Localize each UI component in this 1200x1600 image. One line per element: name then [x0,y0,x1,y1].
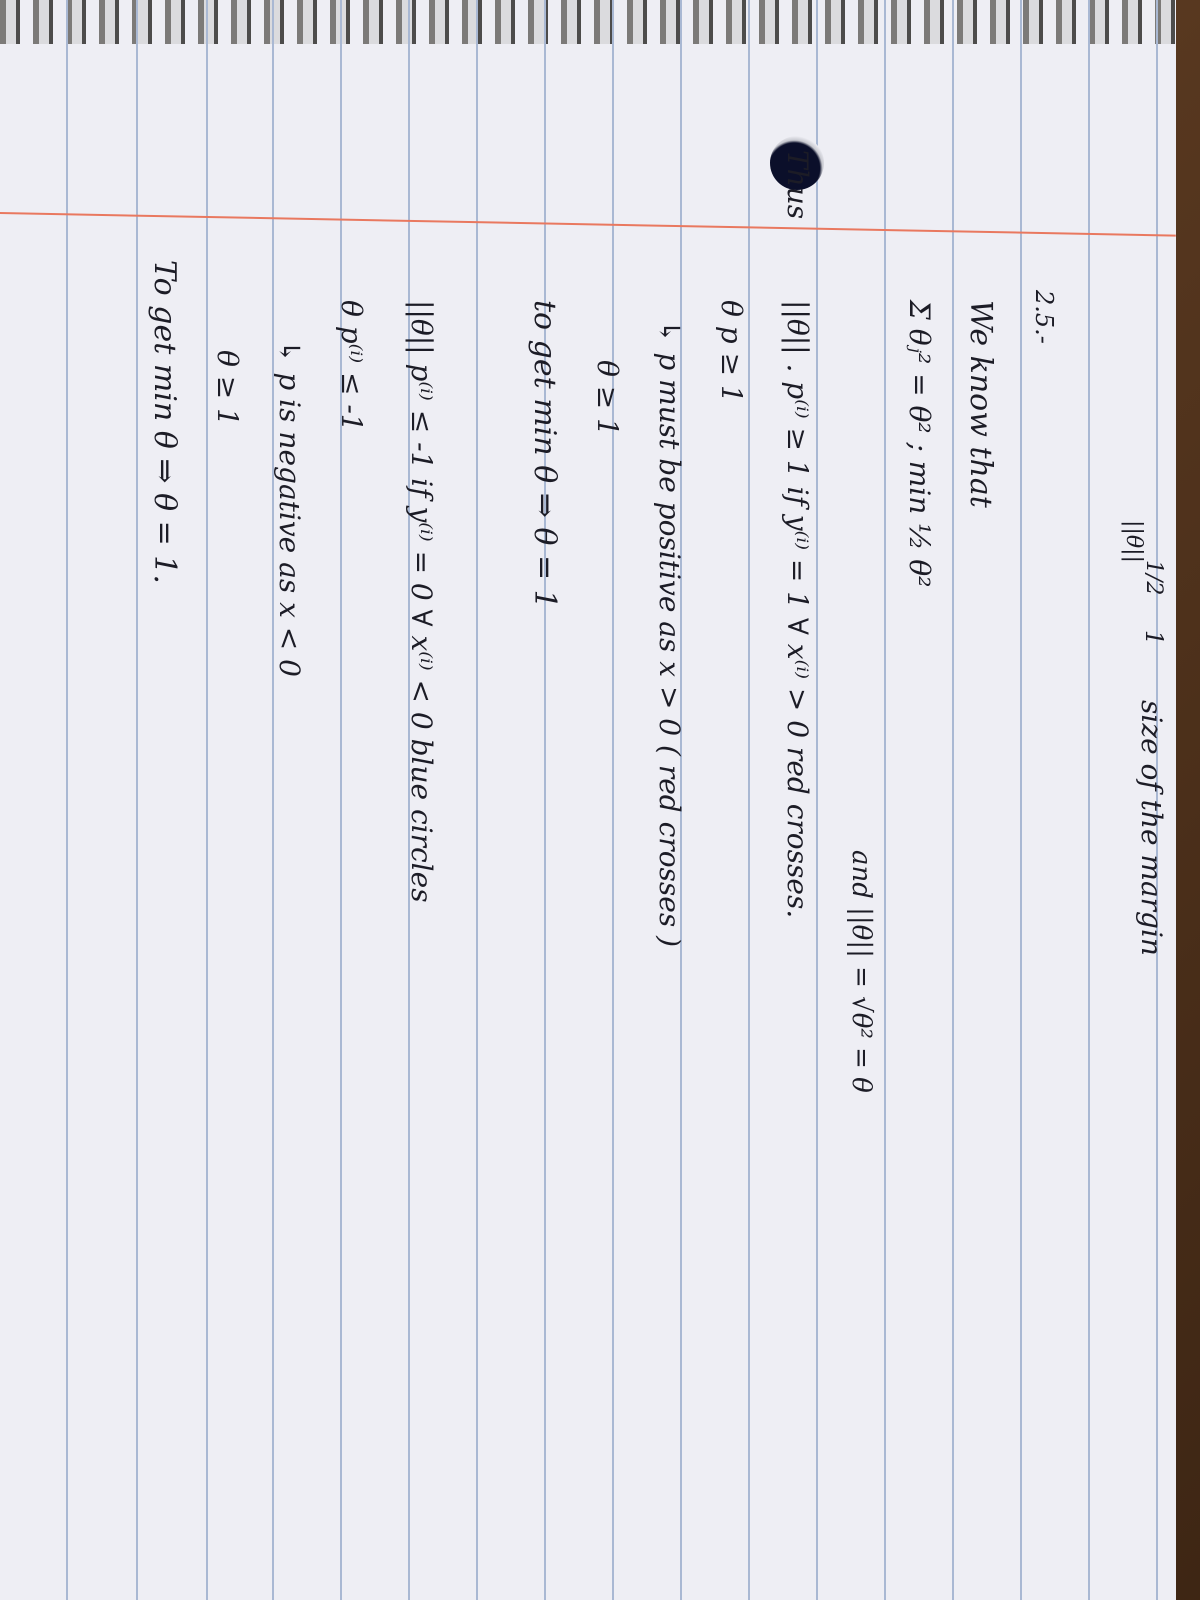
note-line: θ ≥ 1 [591,360,624,436]
note-line: ||θ|| . p⁽ⁱ⁾ ≥ 1 if y⁽ⁱ⁾ = 1 ∀ x⁽ⁱ⁾ > 0 red crosses. [781,300,814,919]
note-line: ||θ|| p⁽ⁱ⁾ ≤ -1 if y⁽ⁱ⁾ = 0 ∀ x⁽ⁱ⁾ < 0 blue circles [405,300,438,903]
header-circled: 1 [1140,630,1168,646]
note-line: Σ θⱼ² = θ² ; min ½ θ² [903,300,936,588]
note-line: to get min θ ⇒ θ = 1 [527,300,562,609]
note-line: θ ≥ 1 [211,350,244,426]
note-line: ↳ p must be positive as x > 0 ( red crosses ) [653,320,686,948]
note-line: To get min θ ⇒ θ = 1. [147,260,182,584]
header-fraction: 1/2 [1141,560,1166,596]
note-line: ↳ p is negative as x < 0 [273,340,306,677]
note-line: and ||θ|| = √θ² = θ [846,850,876,1093]
note-line: θ p⁽ⁱ⁾ ≤ -1 [335,300,368,432]
problem-number: 2.5.- [1030,290,1058,344]
note-line: We know that [963,300,998,508]
note-line: θ p ≥ 1 [715,300,748,403]
header-text: size of the margin [1135,700,1168,956]
header-norm: ||θ|| [1121,520,1146,563]
note-line: Thus [781,150,814,220]
